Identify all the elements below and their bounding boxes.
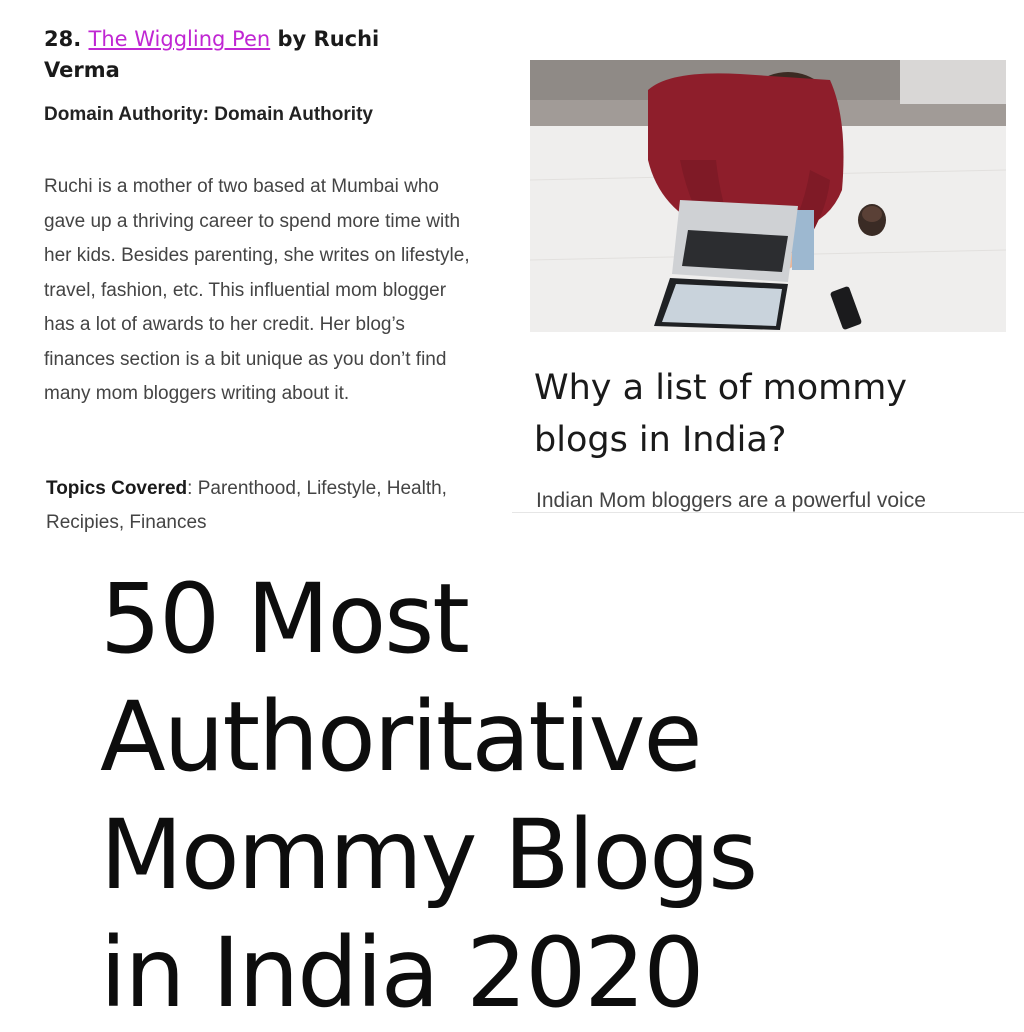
divider (512, 512, 1024, 513)
topics-value: : Parenthood, Lifestyle, Health, Recipies, Finances (46, 478, 447, 533)
why-list-body: Indian Mom bloggers are a powerful voice (536, 489, 926, 512)
blog-link[interactable]: The Wiggling Pen (88, 27, 271, 51)
title-line-4: in India 2020 (100, 917, 703, 1029)
title-line-3: Mommy Blogs (100, 799, 757, 911)
entry-author: by Ruchi Verma (44, 27, 380, 82)
topics-label: Topics Covered (46, 478, 188, 499)
why-list-heading: Why a list of mommy blogs in India? (534, 368, 908, 460)
woman-typing-on-laptop-photo (530, 60, 1006, 332)
domain-authority: Domain Authority: Domain Authority (44, 104, 373, 125)
topics-covered (46, 472, 466, 540)
title-line-1: 50 Most (100, 563, 468, 675)
entry-number: 28. (44, 27, 82, 51)
entry-heading (44, 24, 444, 86)
page-title (100, 560, 1000, 1032)
title-line-2: Authoritative (100, 681, 701, 793)
entry-description: Ruchi is a mother of two based at Mumbai who gave up a thriving career to spend more time with her kids. Besides parenting, she writes on lifestyle, travel, fashion, etc. This influential mom blogger has a lot of awards to her credit. Her blog’s finances section is a bit unique as you don’t find many mom bloggers writing about it. (44, 176, 470, 404)
woman-laptop-photo (530, 60, 1006, 332)
